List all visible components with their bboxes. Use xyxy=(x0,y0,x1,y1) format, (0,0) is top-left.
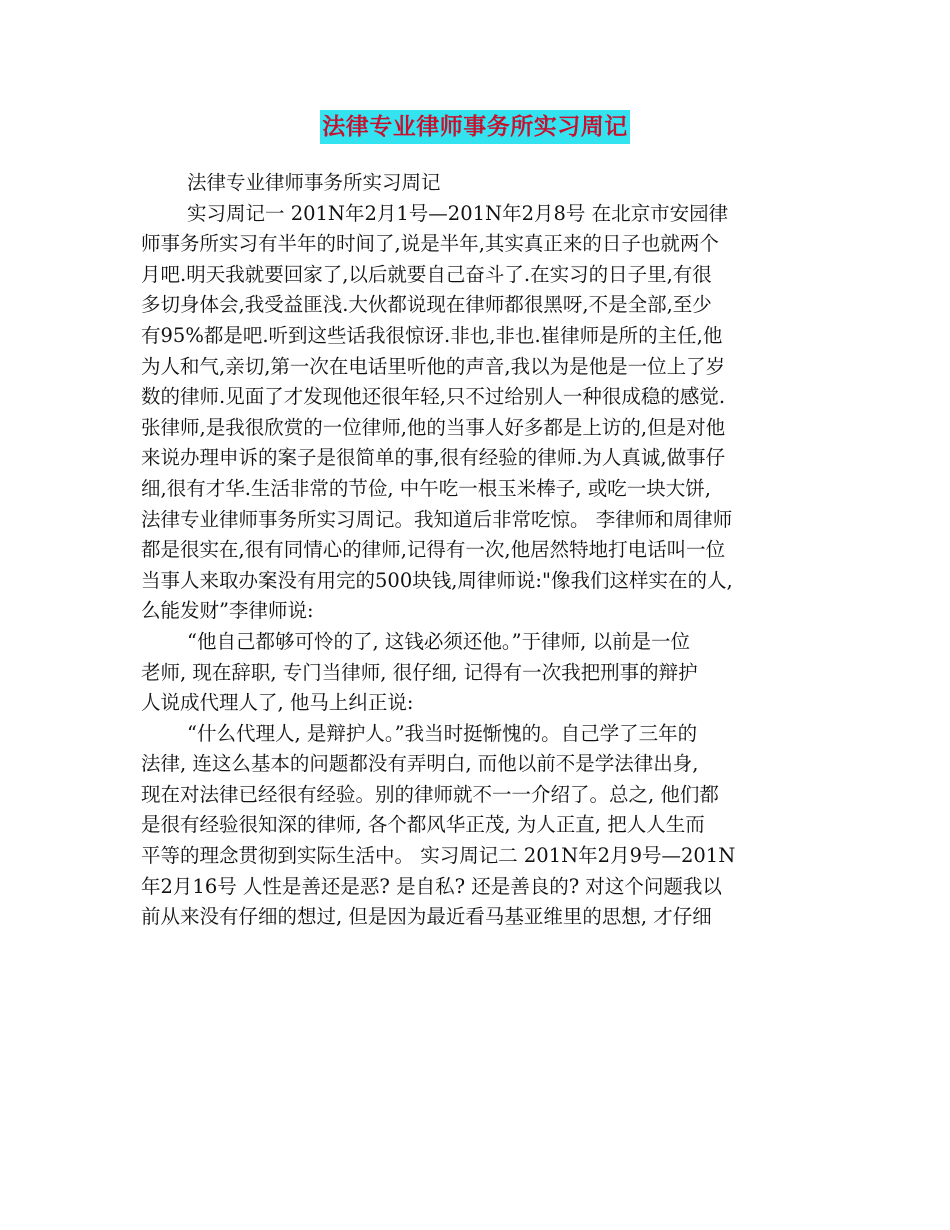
body-line: 数的律师.见面了才发现他还很年轻,只不过给别人一种很成稳的感觉. xyxy=(141,385,726,409)
body-line: 年2月16号 人性是善还是恶? 是自私? 还是善良的? 对这个问题我以 xyxy=(141,874,722,898)
document-title: 法律专业律师事务所实习周记 xyxy=(320,110,630,144)
body-line: 法律专业律师事务所实习周记。我知道后非常吃惊。 李律师和周律师 xyxy=(141,507,733,531)
body-line: 人说成代理人了, 他马上纠正说: xyxy=(141,691,414,715)
body-line: 法律, 连这么基本的问题都没有弄明白, 而他以前不是学法律出身, xyxy=(141,752,699,776)
body-line: 前从来没有仔细的想过, 但是因为最近看马基亚维里的思想, 才仔细 xyxy=(141,905,712,929)
body-line: 来说办理申诉的案子是很简单的事,很有经验的律师.为人真诚,做事仔 xyxy=(141,446,726,470)
body-line: 细,很有才华.生活非常的节俭, 中午吃一根玉米棒子, 或吃一块大饼, xyxy=(141,476,711,500)
body-line: 老师, 现在辞职, 专门当律师, 很仔细, 记得有一次我把刑事的辩护 xyxy=(141,660,698,684)
body-line: 都是很实在,很有同情心的律师,记得有一次,他居然特地打电话叫一位 xyxy=(141,538,726,562)
body-line: 有95%都是吧.听到这些话我很惊讶.非也,非也.崔律师是所的主任,他 xyxy=(141,323,723,347)
document-body xyxy=(141,168,813,933)
body-line: 现在对法律已经很有经验。别的律师就不一一介绍了。总之, 他们都 xyxy=(141,782,719,806)
body-line: 为人和气,亲切,第一次在电话里听他的声音,我以为是他是一位上了岁 xyxy=(141,354,726,378)
body-line: 实习周记一 201N年2月1号—201N年2月8号 在北京市安园律 xyxy=(187,201,729,225)
body-line: “他自己都够可怜的了, 这钱必须还他。”于律师, 以前是一位 xyxy=(187,629,690,653)
body-line: “什么代理人, 是辩护人。”我当时挺惭愧的。自己学了三年的 xyxy=(187,721,698,745)
body-line: 么能发财”李律师说: xyxy=(141,599,314,623)
body-line: 师事务所实习有半年的时间了,说是半年,其实真正来的日子也就两个 xyxy=(141,232,719,256)
body-line: 月吧.明天我就要回家了,以后就要自己奋斗了.在实习的日子里,有很 xyxy=(141,262,712,286)
body-line: 当事人来取办案没有用完的500块钱,周律师说:"像我们这样实在的人, xyxy=(141,568,733,592)
body-line: 是很有经验很知深的律师, 各个都风华正茂, 为人正直, 把人人生而 xyxy=(141,813,705,837)
body-line: 平等的理念贯彻到实际生活中。 实习周记二 201N年2月9号—201N xyxy=(141,844,736,868)
body-line: 法律专业律师事务所实习周记 xyxy=(187,171,441,194)
body-line: 多切身体会,我受益匪浅.大伙都说现在律师都很黑呀,不是全部,至少 xyxy=(141,293,712,317)
body-line: 张律师,是我很欣赏的一位律师,他的当事人好多都是上访的,但是对他 xyxy=(141,415,726,439)
title-container xyxy=(0,110,950,144)
